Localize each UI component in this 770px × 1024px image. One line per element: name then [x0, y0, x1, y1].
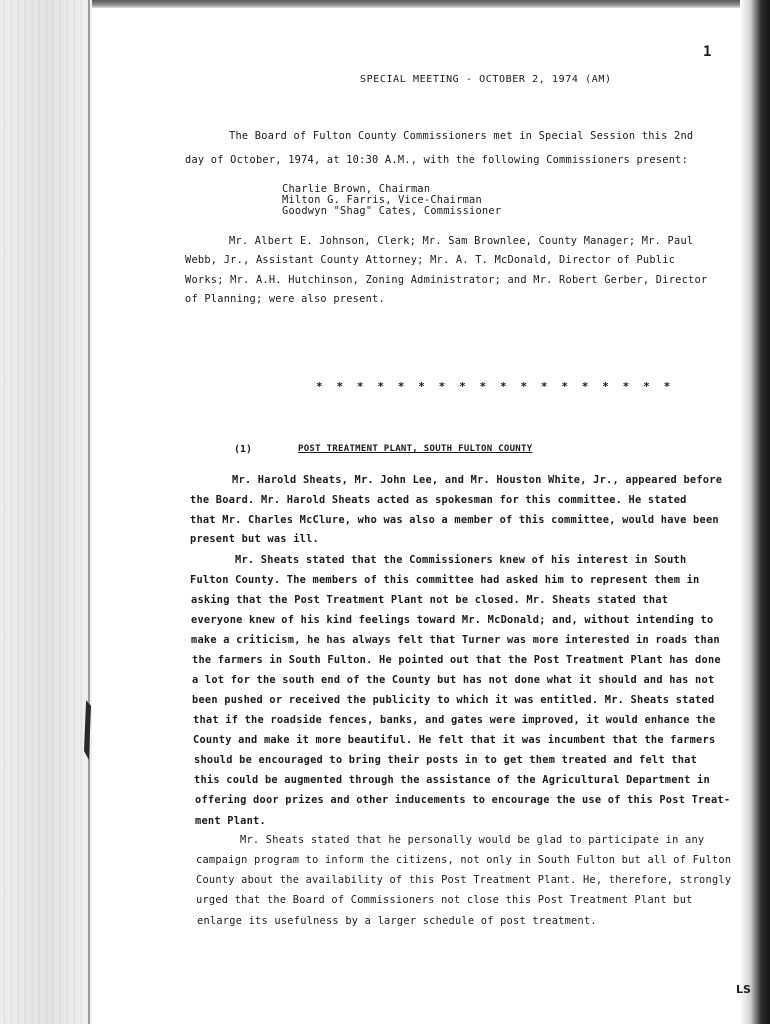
meeting-header: SPECIAL MEETING - OCTOBER 2, 1974 (AM) — [360, 74, 612, 85]
commissioner-entry: Goodwyn "Shag" Cates, Commissioner — [282, 205, 502, 217]
body-line: Mr. Sheats stated that the Commissioners knew of his interest in South — [235, 554, 687, 566]
attendees-line: Works; Mr. A.H. Hutchinson, Zoning Administrator; and Mr. Robert Gerber, Director — [185, 274, 708, 286]
body-line: the farmers in South Fulton. He pointed out that the Post Treatment Plant has done — [192, 654, 721, 666]
body-line: ment Plant. — [195, 815, 266, 827]
intro-line: day of October, 1974, at 10:30 A.M., with the following Commissioners present: — [185, 154, 689, 166]
intro-line: The Board of Fulton County Commissioners met in Special Session this 2nd — [229, 130, 694, 142]
body-line: everyone knew of his kind feelings toward Mr. McDonald; and, without intending to — [191, 614, 714, 626]
binding-edge — [88, 0, 90, 1024]
body-line: Fulton County. The members of this committee had asked him to represent them in — [190, 574, 700, 586]
page-number: 1 — [703, 44, 712, 60]
binding-strip — [0, 0, 92, 1024]
body-line: that Mr. Charles McClure, who was also a member of this committee, would have been — [190, 514, 719, 526]
section-title: POST TREATMENT PLANT, SOUTH FULTON COUNTY — [298, 444, 533, 454]
scan-right-edge — [740, 0, 770, 1024]
body-line: campaign program to inform the citizens, not only in South Fulton but all of Fulton — [196, 854, 732, 866]
body-line: present but was ill. — [190, 533, 319, 545]
body-line: Mr. Harold Sheats, Mr. John Lee, and Mr. Houston White, Jr., appeared before — [232, 474, 723, 486]
scan-top-edge — [92, 0, 770, 8]
body-line: County and make it more beautiful. He felt that it was incumbent that the farmers — [193, 734, 716, 746]
body-line: been pushed or received the publicity to which it was entitled. Mr. Sheats stated — [192, 694, 715, 706]
body-line: the Board. Mr. Harold Sheats acted as spokesman for this committee. He stated — [190, 494, 687, 506]
body-line: offering door prizes and other inducements to encourage the use of this Post Treat- — [195, 794, 731, 806]
section-separator: * * * * * * * * * * * * * * * * * * — [316, 380, 674, 393]
attendees-line: Mr. Albert E. Johnson, Clerk; Mr. Sam Brownlee, County Manager; Mr. Paul — [229, 235, 694, 247]
attendees-line: Webb, Jr., Assistant County Attorney; Mr. A. T. McDonald, Director of Public — [185, 254, 676, 266]
corner-initials: LS — [736, 983, 751, 996]
body-line: County about the availability of this Post Treatment Plant. He, therefore, strongly — [196, 874, 732, 886]
section-number: (1) — [234, 444, 253, 455]
attendees-line: of Planning; were also present. — [185, 293, 385, 305]
body-line: this could be augmented through the assistance of the Agricultural Department in — [194, 774, 710, 786]
commissioner-entry: Milton G. Farris, Vice-Chairman — [282, 194, 482, 206]
body-line: asking that the Post Treatment Plant not be closed. Mr. Sheats stated that — [191, 594, 669, 606]
body-line: Mr. Sheats stated that he personally would be glad to participate in any — [240, 834, 705, 846]
body-line: enlarge its usefulness by a larger schedule of post treatment. — [197, 915, 597, 927]
body-line: make a criticism, he has always felt that Turner was more interested in roads than — [191, 634, 720, 646]
body-line: that if the roadside fences, banks, and gates were improved, it would enhance the — [193, 714, 716, 726]
body-line: urged that the Board of Commissioners not close this Post Treatment Plant but — [196, 894, 693, 906]
body-line: should be encouraged to bring their posts in to get them treated and felt that — [194, 754, 698, 766]
commissioner-entry: Charlie Brown, Chairman — [282, 183, 431, 195]
body-line: a lot for the south end of the County but has not done what it should and has not — [192, 674, 715, 686]
